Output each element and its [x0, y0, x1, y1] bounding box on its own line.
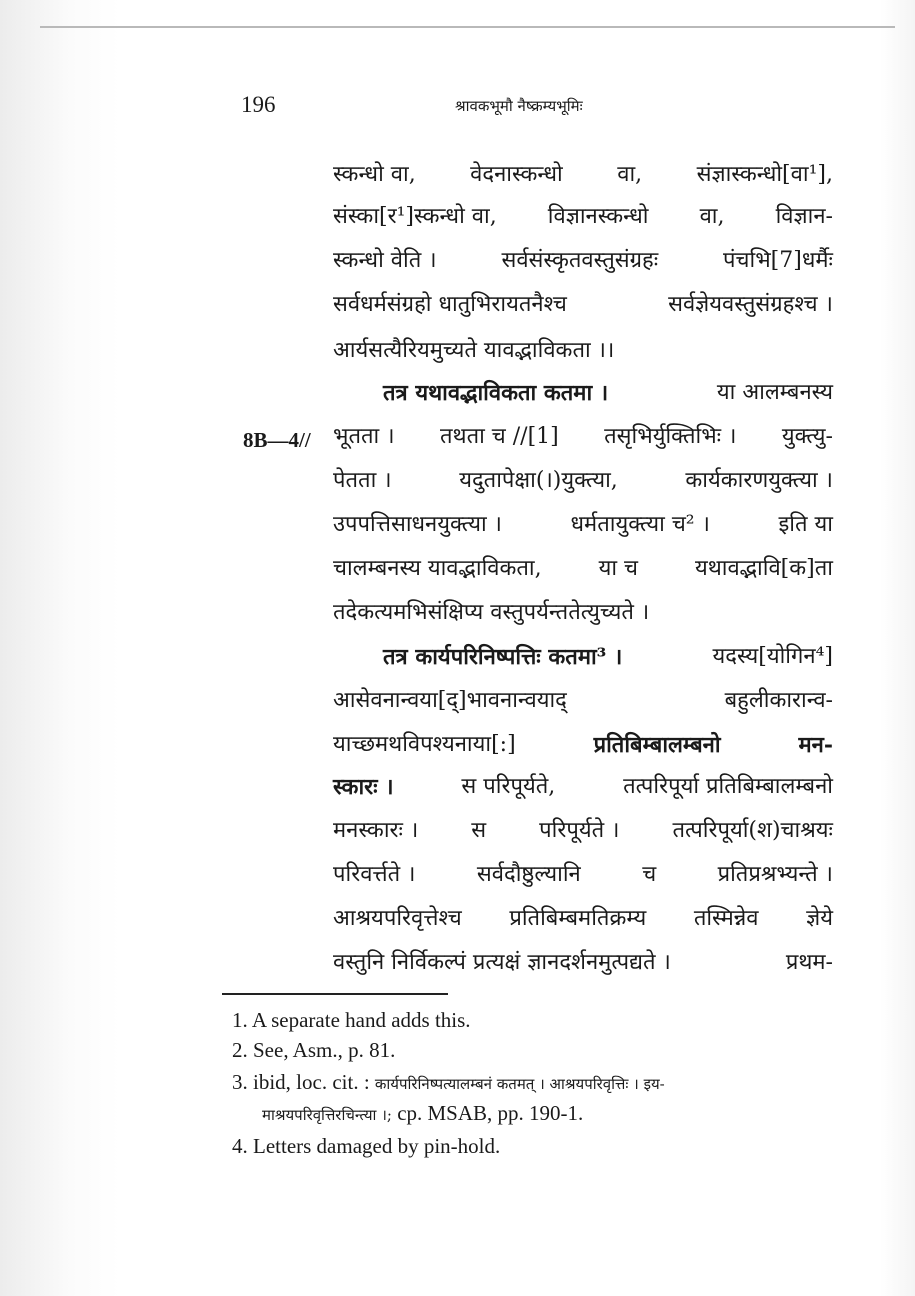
margin-reference: 8B—4// [243, 428, 311, 452]
text-line [333, 686, 833, 716]
text-segment: मनस्कारः । [333, 818, 419, 843]
text-segment: संस्का[र¹]स्कन्धो वा, [333, 204, 497, 229]
text-segment: वस्तुनि निर्विकल्पं प्रत्यक्षं ज्ञानदर्शनमुत्पद्यते । [333, 950, 671, 975]
text-segment: बहुलीकारान्व- [724, 688, 833, 713]
text-segment: आर्यसत्यैरियमुच्यते यावद्भाविकता ।। [333, 338, 615, 363]
text-segment: आश्रयपरिवृत्तेश्च [333, 906, 462, 931]
text-segment: वेदनास्कन्धो [470, 162, 563, 187]
text-segment: उपपत्तिसाधनयुक्त्या । [333, 512, 502, 537]
text-segment: तसृभिर्युक्तिभिः । [604, 424, 737, 449]
text-segment: याच्छमथविपश्यनाया[:] [333, 732, 516, 757]
footnote-label: 4. [232, 1134, 248, 1158]
text-segment: इति या [778, 512, 833, 537]
footnote-label: 3. [232, 1070, 248, 1094]
text-segment: यदुतापेक्षा(।)युक्त्या, [459, 468, 618, 493]
footnote-text: A separate hand adds this. [251, 1008, 471, 1032]
footnote-devanagari: कार्यपरिनिष्पत्यालम्बनं कतमत् । आश्रयपरिवृत्तिः । इय- [374, 1075, 665, 1093]
text-segment: प्रतिबिम्बमतिक्रम्य [509, 906, 647, 931]
text-segment: सर्वदौष्ठुल्यानि [476, 862, 581, 887]
text-line [333, 510, 833, 540]
text-segment: विज्ञानस्कन्धो [547, 204, 649, 229]
footnote-1 [232, 1006, 471, 1034]
text-segment: धर्मतायुक्त्या च² । [570, 512, 710, 537]
footnote-3 [232, 1068, 665, 1098]
text-line [383, 378, 833, 408]
text-segment: तत्परिपूर्या(श)चाश्रयः [672, 818, 833, 843]
text-segment: तदेकत्यमभिसंक्षिप्य वस्तुपर्यन्ततेत्युच्यते । [333, 600, 650, 625]
text-segment: ज्ञेये [806, 906, 833, 931]
text-segment: तत्र कार्यपरिनिष्पत्तिः कतमा³ । [383, 644, 623, 670]
text-segment: विज्ञान- [775, 204, 833, 229]
text-segment: या च [598, 556, 638, 581]
running-head: श्रावकभूमौ नैष्क्रम्यभूमिः [455, 97, 583, 115]
text-segment: स परिपूर्यते, [461, 774, 556, 799]
text-segment: स [471, 818, 487, 843]
text-segment: स्कारः । [333, 774, 394, 800]
text-segment: भूतता । [333, 424, 395, 449]
text-segment: युक्त्यु- [781, 424, 833, 449]
text-segment: यदस्य[योगिन⁴] [712, 644, 833, 669]
text-line [333, 860, 833, 890]
text-line [333, 948, 833, 978]
text-segment: संज्ञास्कन्धो[वा¹], [696, 162, 833, 187]
text-segment: परिपूर्यते । [539, 818, 620, 843]
text-line [333, 246, 833, 276]
text-segment: च [642, 862, 657, 887]
footnote-4 [232, 1132, 500, 1160]
text-segment: वा, [699, 204, 725, 229]
text-segment: पेतता । [333, 468, 392, 493]
text-segment: सर्वज्ञेयवस्तुसंग्रहश्च । [668, 292, 833, 317]
text-segment: कार्यकारणयुक्त्या । [685, 468, 833, 493]
footnote-3-continued [262, 1099, 583, 1129]
text-segment: स्कन्धो वेति । [333, 248, 437, 273]
text-segment: आसेवनान्वया[द्]भावनान्वयाद् [333, 688, 567, 713]
footnote-text: Letters damaged by pin-hold. [253, 1134, 501, 1158]
text-segment: प्रथम- [785, 950, 833, 975]
text-line [333, 730, 833, 760]
text-segment: या आलम्बनस्य [716, 380, 833, 405]
text-line [333, 904, 833, 934]
footnote-text: cp. MSAB, pp. 190-1. [397, 1101, 584, 1125]
text-segment: वा, [617, 162, 643, 187]
text-segment: पंचभि[7]धर्मैः [723, 248, 833, 273]
footnote-text: See, Asm., p. 81. [253, 1038, 396, 1062]
text-line [333, 598, 833, 628]
text-segment: चालम्बनस्य यावद्भाविकता, [333, 556, 542, 581]
text-line [333, 466, 833, 496]
text-segment: सर्वधर्मसंग्रहो धातुभिरायतनैश्च [333, 292, 567, 317]
text-line [383, 642, 833, 672]
footnote-label: 1. [232, 1008, 248, 1032]
footnote-2 [232, 1036, 395, 1064]
text-line [333, 422, 833, 452]
text-segment: परिवर्त्तते । [333, 862, 416, 887]
text-segment: स्कन्धो वा, [333, 162, 416, 187]
footnote-devanagari: माश्रयपरिवृत्तिरचिन्त्या ।; [262, 1106, 392, 1124]
text-line [333, 336, 833, 366]
page-top-edge [40, 26, 895, 28]
text-segment: प्रतिप्रश्रभ्यन्ते । [717, 862, 833, 887]
text-line [333, 202, 833, 232]
footnote-rule [222, 993, 448, 995]
text-line [333, 816, 833, 846]
footnote-label: 2. [232, 1038, 248, 1062]
text-segment: प्रतिबिम्बालम्बनो [593, 732, 721, 758]
page-number: 196 [241, 92, 276, 117]
text-line [333, 290, 833, 320]
text-segment: सर्वसंस्कृतवस्तुसंग्रहः [501, 248, 659, 273]
text-segment: तथता च //[1] [439, 424, 559, 449]
text-line [333, 160, 833, 190]
text-segment: तस्मिन्नेव [693, 906, 759, 931]
text-segment: मन- [798, 732, 833, 758]
text-line [333, 554, 833, 584]
text-segment: तत्परिपूर्या प्रतिबिम्बालम्बनो [623, 774, 833, 799]
text-line [333, 772, 833, 802]
text-segment: तत्र यथावद्भाविकता कतमा । [383, 380, 609, 406]
text-segment: यथावद्भावि[क]ता [694, 556, 833, 581]
footnote-text: ibid, loc. cit. : [253, 1070, 370, 1094]
